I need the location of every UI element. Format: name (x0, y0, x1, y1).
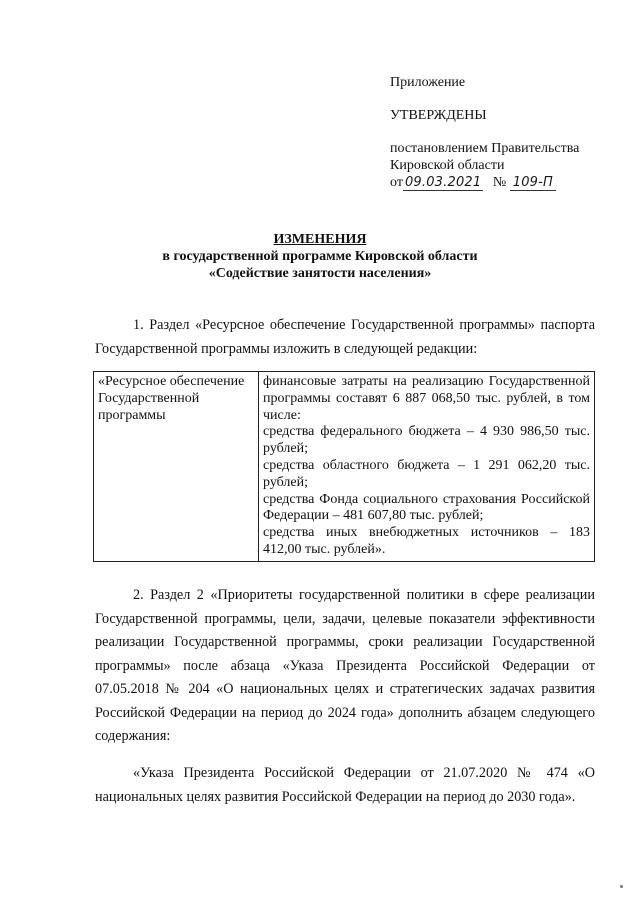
table-row (94, 372, 595, 562)
paragraph-2 (95, 584, 595, 749)
decree-line-2: Кировской области (390, 158, 505, 173)
paragraph-3 (95, 762, 595, 809)
document-title (0, 231, 640, 282)
title-main: ИЗМЕНЕНИЯ (273, 232, 367, 247)
paragraph-1-text: 1. Раздел «Ресурсное обеспечение Государственной программы» паспорта Государственной программы изложить в следующей редакции: (95, 317, 595, 357)
title-line-2: в государственной программе Кировской области (162, 249, 478, 264)
decree-line-1: постановлением Правительства (390, 141, 580, 156)
title-line-3: «Содействие занятости населения» (208, 266, 432, 281)
paragraph-1 (95, 314, 595, 361)
handwritten-number: 109-П (510, 175, 556, 191)
decree-date-number (390, 174, 620, 191)
scan-speck (620, 885, 623, 888)
resource-table-right-cell (259, 372, 595, 562)
appendix-label: Приложение (390, 75, 466, 90)
from-prefix: от (390, 175, 403, 190)
approved-label: УТВЕРЖДЕНЫ (390, 108, 487, 123)
funding-social-fund: средства Фонда социального страхования Российской Федерации – 481 607,80 тыс. рублей; (263, 491, 590, 524)
funding-total: финансовые затраты на реализацию Государственной программы составят 6 887 068,50 тыс. рублей, в том числе: (263, 374, 590, 423)
resource-table (93, 371, 595, 562)
funding-extrabudgetary: средства иных внебюджетных источников – 183 412,00 тыс. рублей». (263, 525, 590, 557)
handwritten-date: 09.03.2021 (404, 175, 482, 190)
funding-regional: средства областного бюджета – 1 291 062,20 тыс. рублей; (263, 457, 590, 490)
paragraph-2-text: 2. Раздел 2 «Приоритеты государственной политики в сфере реализации Государственной программы, цели, задачи, целевые показатели эффективности реализации Государственной программы, сроки реализации Государственной программы» после абзаца «Указа Президента Российской Федерации от 07.05.2018 № 204 «О национальных целях и стратегических задачах развития Российской Федерации на период до 2024 года» дополнить абзацем следующего содержания: (95, 587, 595, 744)
number-prefix: № (492, 175, 507, 190)
approval-block (390, 74, 620, 191)
resource-table-left-cell: «Ресурсное обеспечение Государственной программы (94, 372, 259, 562)
paragraph-3-text: «Указа Президента Российской Федерации от 21.07.2020 № 474 «О национальных целях развития Российской Федерации на период до 2030 года». (95, 765, 595, 805)
funding-federal: средства федерального бюджета – 4 930 986,50 тыс. рублей; (263, 424, 590, 457)
